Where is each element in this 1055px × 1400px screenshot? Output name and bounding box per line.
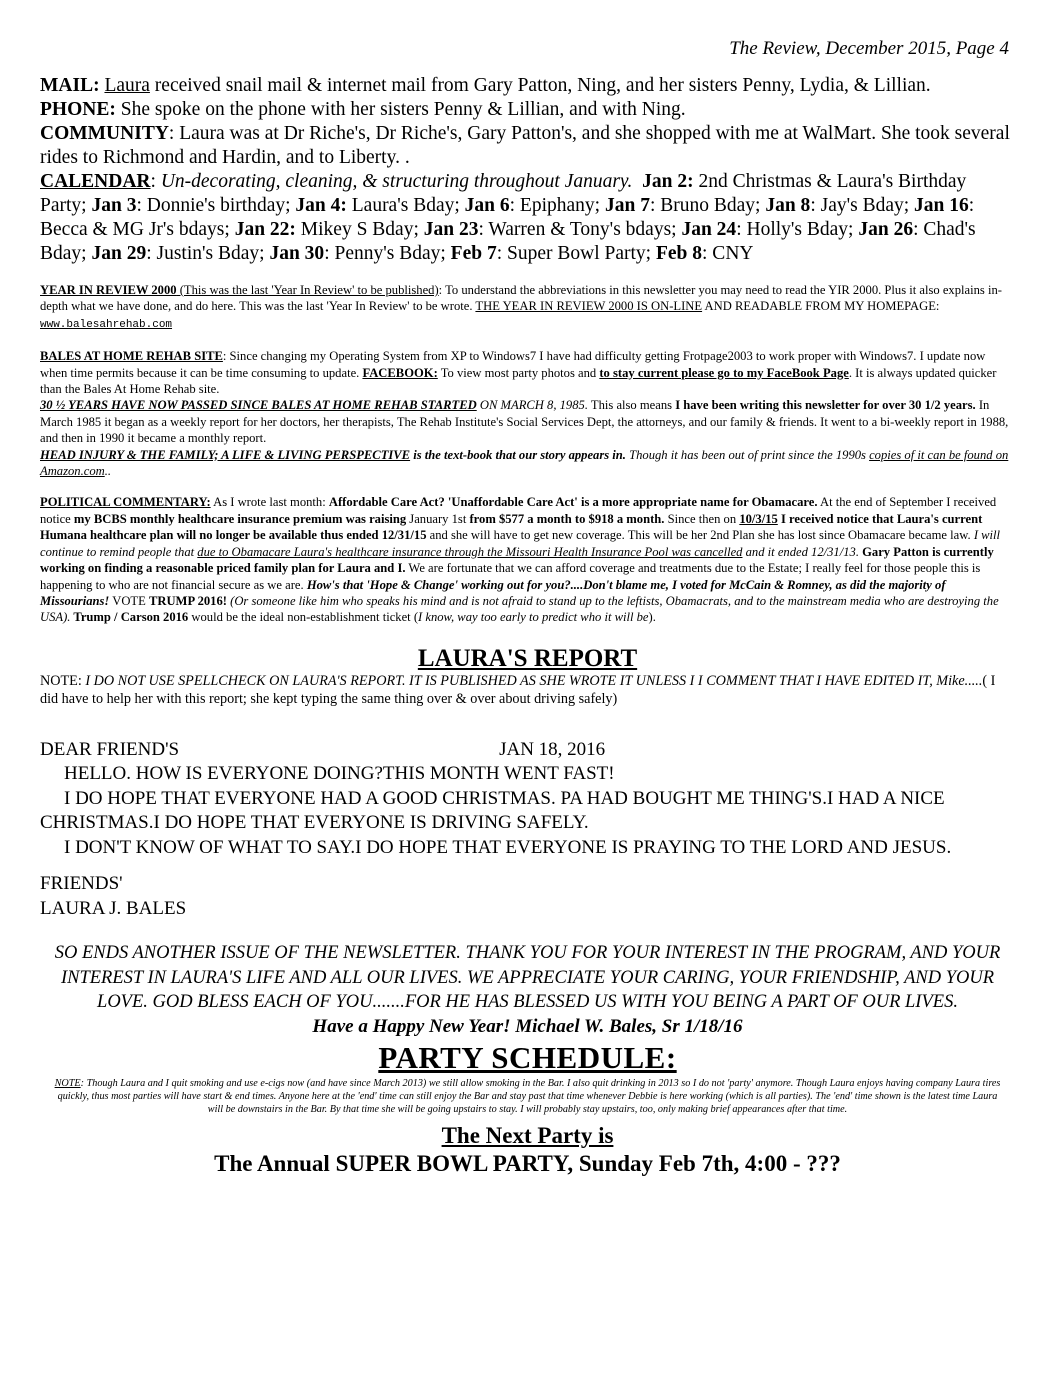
political-i3: (Or someone like him who speaks his mind and is not afraid to stand up to the leftists, Obamacrats, and to the mainstream media who are destroying the USA). [40,593,999,625]
calendar-date: Jan 23 [423,219,479,240]
political-b6: TRUMP 2016! [148,593,227,608]
book-text: is the text-book that our story appears in. [410,447,626,462]
calendar-event: : Penny's Bday; [324,243,451,264]
years-label: 30 ½ YEARS HAVE NOW PASSED SINCE BALES AT HOME REHAB STARTED [40,398,477,413]
political-t3: January 1st [406,511,470,526]
party-note [50,1077,1005,1116]
calendar-date: Jan 8 [765,195,811,216]
phone-text: She spoke on the phone with her sisters Penny & Lillian, and with Ning. [115,99,686,120]
years-text: This also means [587,398,676,413]
calendar-event: : Jay's Bday; [810,195,915,216]
yir-section [40,282,1015,333]
calendar-date: Feb 8 [655,243,703,264]
note-tail: ( I did have to help her with this report; she kept typing the same thing over & over about driving safely) [40,672,996,707]
mail-label: MAIL: [40,75,100,96]
political-t9: ). [648,610,656,625]
calendar-event: 2nd Christmas & Laura's Birthday Party; [40,171,967,216]
calendar-date: Jan 6 [464,195,510,216]
political-t6: We are fortunate that we can afford coverage and treatments due to the Estate; I really feel for those people this is happening to who are not financial secure as we are. [40,561,981,592]
calendar-date: Jan 3 [91,195,137,216]
calendar-event: : Warren & Tony's bdays; [478,219,682,240]
closing-line-1: SO ENDS ANOTHER ISSUE OF THE NEWSLETTER. THANK YOU FOR YOUR INTEREST IN THE PROGRAM, AND YOUR [54,943,1001,964]
happy-new-year: Have a Happy New Year! Michael W. Bales, Sr 1/18/16 [312,1015,743,1037]
political-b2: my BCBS monthly healthcare insurance premium was raising [73,511,407,526]
facebook-link[interactable]: to stay current please go to my FaceBook Page [599,365,849,380]
closing-line-2: INTEREST IN LAURA'S LIFE AND ALL OUR LIVES. WE APPRECIATE YOUR CARING, YOUR FRIENDSHIP, AND YOUR [60,967,995,988]
calendar-event: : CNY [702,243,754,264]
calendar-event: : Donnie's birthday; [136,195,296,216]
yir-readable: AND READABLE FROM MY HOMEPAGE: [702,299,940,314]
political-i2: and it ended 12/31/13. [742,544,859,559]
calendar-event: : Chad's Bday; [40,219,976,264]
mail-text: received snail mail & internet mail from Gary Patton, Ning, and her sisters Penny, Lydia, & Lillian. [149,75,931,96]
political-t8: would be the ideal non-establishment ticket ( [188,610,419,625]
note-italic: I DO NOT USE SPELLCHECK ON LAURA'S REPORT. IT IS PUBLISHED AS SHE WROTE IT UNLESS I I COMMENT THAT I HAVE EDITED IT, Mike..... [85,672,983,689]
political-label: POLITICAL COMMENTARY: [40,495,211,510]
calendar-label: CALENDAR [40,171,151,192]
letter-p2: I DO HOPE THAT EVERYONE HAD A GOOD CHRISTMAS. PA HAD BOUGHT ME THING'S.I HAD A NICE CHRISTMAS.I DO HOPE THAT EVERYONE IS DRIVING SAFELY. [40,787,945,834]
calendar-event: : Epiphany; [509,195,605,216]
next-party-heading: The Next Party is [441,1122,614,1148]
letter-sign-name: LAURA J. BALES [40,897,187,919]
calendar-date: Jan 24 [681,219,737,240]
calendar-event: : Holly's Bday; [736,219,859,240]
facebook-label: FACEBOOK: [362,365,438,380]
political-t1: As I wrote last month: [210,495,329,510]
years-bold: I have been writing this newsletter for over 30 1/2 years. [675,398,976,413]
yir-label: YEAR IN REVIEW 2000 [40,283,177,297]
facebook-tail: . It is always updated quicker than the Bales At Home Rehab site. [40,365,997,397]
closing-message [40,941,1015,1015]
political-b3: from $577 a month to $918 a month. [469,511,665,526]
calendar-event: : Becca & MG Jr's bdays; [40,195,975,240]
next-party-event: The Annual SUPER BOWL PARTY, Sunday Feb 7th, 4:00 - ??? [214,1150,841,1176]
years-tail: In March 1985 it began as a weekly report for her doctors, her therapists, The Rehab Institute's Social Services Dept, the attorneys, and our family & friends. It went to a bi-weekly report in 1988, and then in 1990 it became a monthly report. [40,398,1009,446]
book-title: HEAD INJURY & THE FAMILY; A LIFE & LIVING PERSPECTIVE [40,447,411,462]
facebook-text: To view most party photos and [437,365,600,380]
laura-letter [40,738,1015,922]
mail-paragraph [40,74,1015,98]
calendar-date: Jan 26 [858,219,914,240]
yir-text: : To understand the abbreviations in this newsletter you may need to read the YIR 2000. Plus it also explains in-depth what we have done, and do here. This was the last 'Year In Review' to be wrote. [40,283,1002,314]
party-note-text: : Though Laura and I quit smoking and use e-cigs now (and have since March 2013) we still allow smoking in the Bar. I also quit drinking in 2013 so I do not 'party' anymore. Though Laura enjoys having company Laura tires quickly, thus most parties will have start & end times. Anyone here at the 'end' time can still enjoy the Bar and stay past that time whenever Debbie is here working (which is all parties). The 'end' time shown is the latest time Laura will be downstairs in the Bar. By that time she will be going upstairs to stay. I will probably stay upstairs, too, only making brief appearances after that time. [57,1077,1001,1115]
calendar-date: Jan 22: [234,219,296,240]
site-section [40,348,1015,479]
community-paragraph [40,122,1015,170]
laura-report-heading: LAURA'S REPORT [417,644,638,672]
phone-label: PHONE: [40,99,116,120]
years-date: ON MARCH 8, 1985. [476,398,588,413]
political-b1: Affordable Care Act? 'Unaffordable Care Act' is a more appropriate name for Obamacare. [328,495,818,510]
political-b4: I received notice that Laura's current Humana healthcare plan will no longer be available thus ended 12/31/15 [40,511,983,543]
book-end: .. [104,464,112,479]
site-text: : Since changing my Operating System from XP to Windows7 I have had difficulty getting Frotpage2003 to work proper with Windows7. I update now when time permits because it can be time consuming to update. [40,349,986,380]
political-bi1: How's that 'Hope & Change' working out for you?....Don't blame me, I voted for McCain & Romney, as did the majority of Missourians! [40,577,946,608]
calendar-event: Mikey S Bday; [295,219,424,240]
laura-report-note [40,672,1015,708]
mail-name: Laura [104,75,150,96]
political-i1u: due to Obamacare Laura's healthcare insurance through the Missouri Health Insurance Pool was cancelled [197,544,743,559]
political-b7: Trump / Carson 2016 [70,610,189,625]
calendar-event: : Bruno Bday; [649,195,766,216]
calendar-date: Jan 4: [295,195,347,216]
book-tail: Though it has been out of print since the 1990s [625,447,870,462]
site-label: BALES AT HOME REHAB SITE [40,349,223,364]
calendar-date: Jan 30 [269,243,325,264]
political-b5: Gary Patton is currently working on finding a reasonable priced family plan for Laura and I. [40,544,994,576]
news-block [40,74,1015,266]
amazon-link[interactable]: copies of it can be found on Amazon.com [40,447,1009,479]
letter-sign-friends: FRIENDS' [40,873,123,895]
calendar-event: Laura's Bday; [346,195,465,216]
political-t5: and she will have to get new coverage. This will be her 2nd Plan she has lost since Obamacare became law. [426,528,974,543]
political-t7: VOTE [109,593,149,608]
phone-paragraph [40,98,1015,122]
party-note-label: NOTE [54,1077,81,1089]
political-b4u: 10/3/15 [739,511,778,526]
letter-date: JAN 18, 2016 [499,738,606,760]
political-i4: I know, way too early to predict who it will be [418,610,649,625]
political-t2: At the end of September I received notice [40,495,997,526]
calendar-date: Jan 7 [604,195,650,216]
homepage-link[interactable]: www.balesahrehab.com [40,318,173,331]
letter-salutation: DEAR FRIEND'S [40,738,180,760]
party-schedule-heading: PARTY SCHEDULE: [378,1039,677,1075]
yir-online: THE YEAR IN REVIEW 2000 IS ON-LINE [475,299,703,314]
calendar-date: Jan 16 [914,195,969,216]
calendar-intro: Un-decorating, cleaning, & structuring throughout January. [160,171,633,192]
community-text: : Laura was at Dr Riche's, Dr Riche's, Gary Patton's, and she shopped with me at WalMart. She took several rides to Richmond and Hardin, and to Liberty. . [40,123,1010,168]
calendar-date: Jan 2: [642,171,694,192]
political-t4: Since then on [664,511,740,526]
note-lead: NOTE: [40,672,86,689]
letter-p1: HELLO. HOW IS EVERYONE DOING?THIS MONTH WENT FAST! [64,763,615,785]
calendar-paragraph [40,170,1015,266]
calendar-date: Feb 7 [450,243,497,264]
community-label: COMMUNITY [40,123,169,144]
letter-p3: I DON'T KNOW OF WHAT TO SAY.I DO HOPE THAT EVERYONE IS PRAYING TO THE LORD AND JESUS. [64,836,952,858]
calendar-event: : Justin's Bday; [146,243,270,264]
political-section [40,494,1015,625]
calendar-date: Jan 29 [91,243,147,264]
closing-line-3: LOVE. GOD BLESS EACH OF YOU.......FOR HE HAS BLESSED US WITH YOU BEING A PART OF OUR LIVES. [97,992,958,1013]
political-i1: I will continue to remind people that [40,528,1001,559]
calendar-event: : Super Bowl Party; [496,243,656,264]
running-head: The Review, December 2015, Page 4 [729,38,1009,59]
calendar-colon: : [150,171,161,192]
yir-paren: (This was the last 'Year In Review' to be published) [176,283,439,297]
